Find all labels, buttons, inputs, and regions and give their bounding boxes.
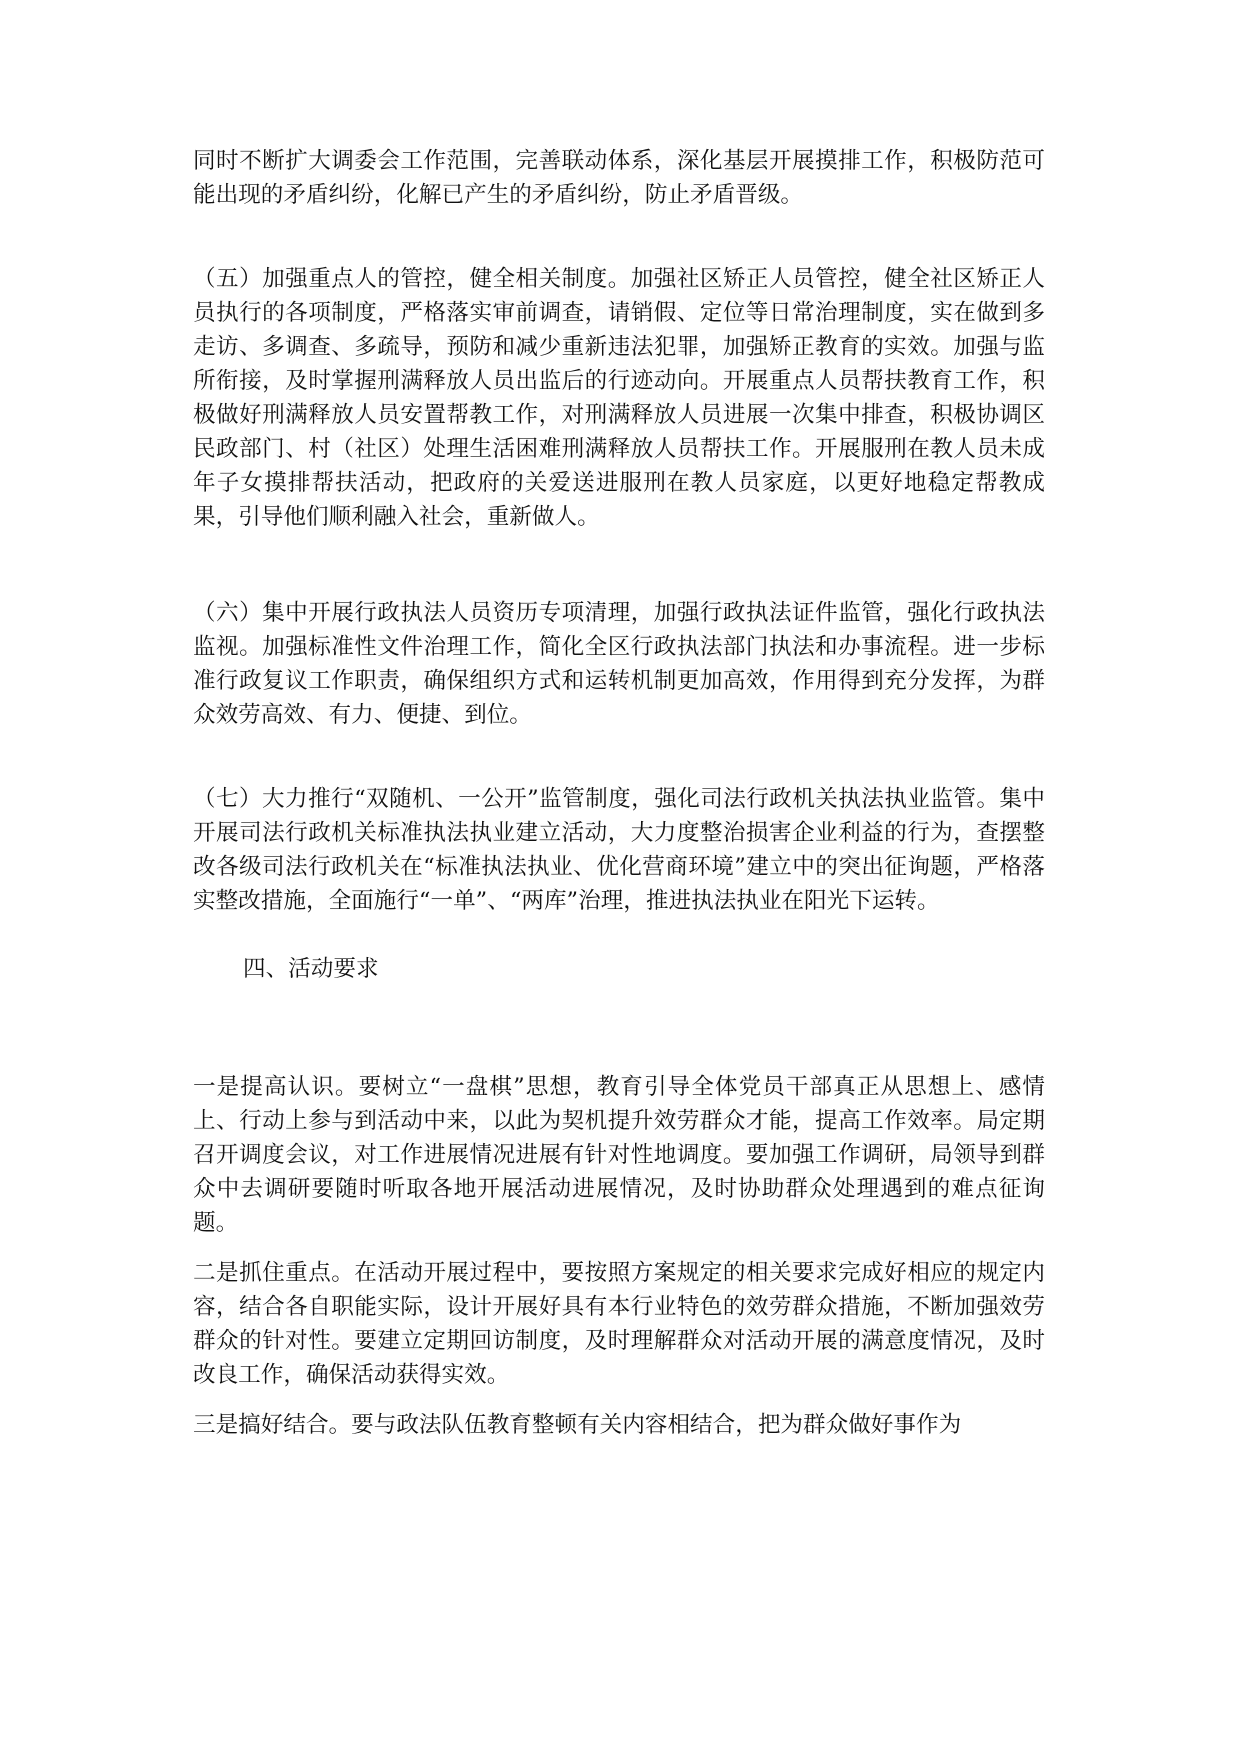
paragraph-item-seven: （七）大力推行“双随机、一公开”监管制度，强化司法行政机关执法执业监管。集中开展司法行政机关标准执法执业建立活动，大力度整治损害企业利益的行为，查摆整改各级司法行政机关在“标准执法执业、优化营商环境”建立中的突出征询题，严格落实整改措施，全面施行“一单”、“两库”治理，推进执法执业在阳光下运转。	[193, 786, 1045, 914]
paragraph-combine-work: 三是搞好结合。要与政法队伍教育整顿有关内容相结合，把为群众做好事作为	[193, 1412, 962, 1438]
paragraph-focus-priorities: 二是抓住重点。在活动开展过程中，要按照方案规定的相关要求完成好相应的规定内容，结合各自职能实际，设计开展好具有本行业特色的效劳群众措施，不断加强效劳群众的针对性。要建立定期回访制度，及时理解群众对活动开展的满意度情况，及时改良工作，确保活动获得实效。	[193, 1260, 1045, 1388]
paragraph-raise-awareness: 一是提高认识。要树立“一盘棋”思想，教育引导全体党员干部真正从思想上、感情上、行动上参与到活动中来，以此为契机提升效劳群众才能，提高工作效率。局定期召开调度会议，对工作进展情况进展有针对性地调度。要加强工作调研，局领导到群众中去调研要随时听取各地开展活动进展情况，及时协助群众处理遇到的难点征询题。	[193, 1074, 1045, 1236]
paragraph-item-six: （六）集中开展行政执法人员资历专项清理，加强行政执法证件监管，强化行政执法监视。加强标准性文件治理工作，简化全区行政执法部门执法和办事流程。进一步标准行政复议工作职责，确保组织方式和运转机制更加高效，作用得到充分发挥，为群众效劳高效、有力、便捷、到位。	[193, 600, 1045, 728]
paragraph-dispute-mediation: 同时不断扩大调委会工作范围，完善联动体系，深化基层开展摸排工作，积极防范可能出现的矛盾纠纷，化解已产生的矛盾纠纷，防止矛盾晋级。	[193, 148, 1045, 208]
section-heading-activity-requirements: 四、活动要求	[243, 956, 379, 982]
paragraph-item-five: （五）加强重点人的管控，健全相关制度。加强社区矫正人员管控，健全社区矫正人员执行的各项制度，严格落实审前调查，请销假、定位等日常治理制度，实在做到多走访、多调查、多疏导，预防和减少重新违法犯罪，加强矫正教育的实效。加强与监所衔接，及时掌握刑满释放人员出监后的行迹动向。开展重点人员帮扶教育工作，积极做好刑满释放人员安置帮教工作，对刑满释放人员进展一次集中排查，积极协调区民政部门、村（社区）处理生活困难刑满释放人员帮扶工作。开展服刑在教人员未成年子女摸排帮扶活动，把政府的关爱送进服刑在教人员家庭，以更好地稳定帮教成果，引导他们顺利融入社会，重新做人。	[193, 266, 1045, 530]
